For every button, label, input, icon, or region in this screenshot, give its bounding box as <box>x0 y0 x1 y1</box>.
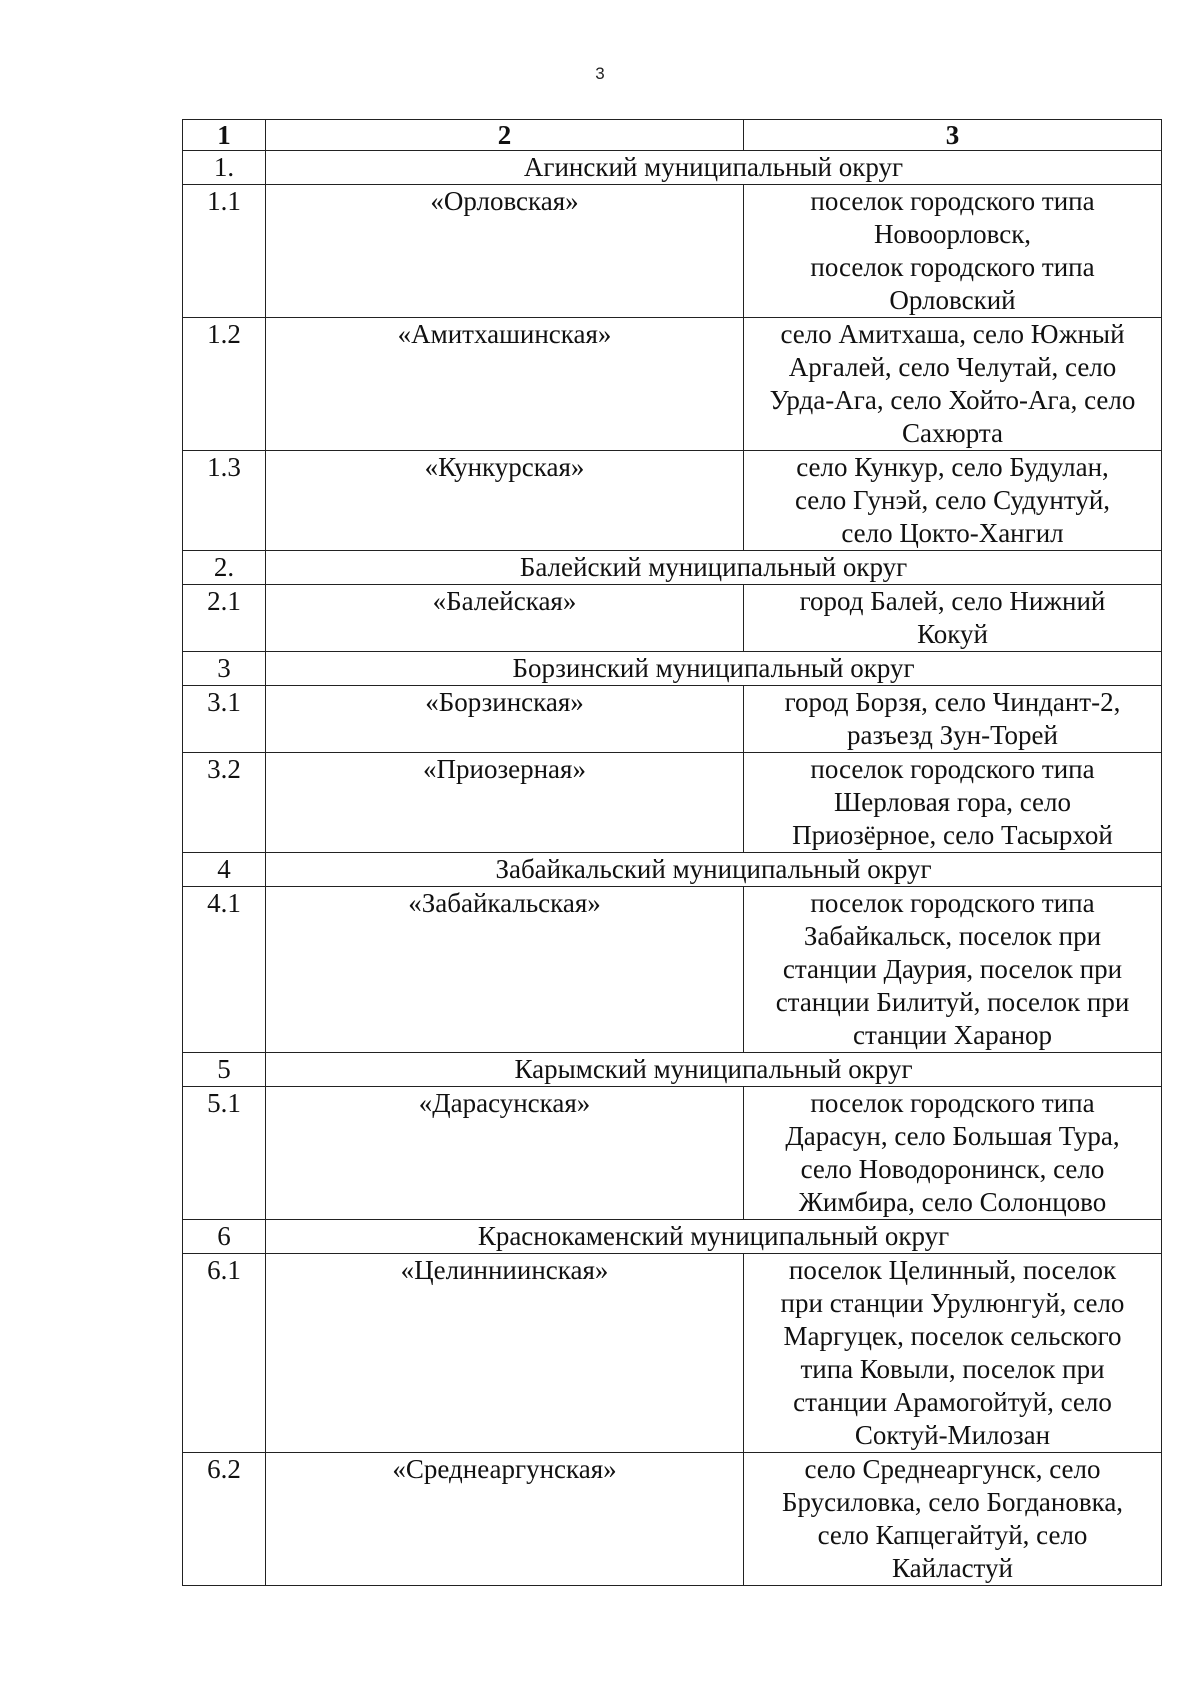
settlement-line: станции Арамогойтуй, село <box>793 1387 1112 1417</box>
area-name: «Целинниинская» <box>266 1254 744 1453</box>
table-row <box>183 451 1162 551</box>
settlement-line: Аргалей, село Челутай, село <box>788 352 1117 382</box>
row-number: 1.1 <box>183 185 266 318</box>
table-row <box>183 887 1162 1053</box>
table-header-row <box>183 120 1162 151</box>
district-row <box>183 652 1162 686</box>
column-header: 3 <box>744 120 1162 151</box>
area-name: «Среднеаргунская» <box>266 1453 744 1586</box>
area-name: «Дарасунская» <box>266 1087 744 1220</box>
district-number: 1. <box>183 151 266 185</box>
settlements-cell <box>744 451 1162 551</box>
area-name: «Борзинская» <box>266 686 744 753</box>
settlements-cell <box>744 887 1162 1053</box>
area-name: «Забайкальская» <box>266 887 744 1053</box>
settlement-line: село Капцегайтуй, село <box>817 1520 1088 1550</box>
settlement-line: поселок Целинный, поселок <box>788 1255 1117 1285</box>
district-number: 4 <box>183 853 266 887</box>
settlements-cell <box>744 1087 1162 1220</box>
settlement-line: Кайластуй <box>892 1553 1013 1583</box>
settlement-line: Новоорловск, <box>873 219 1032 249</box>
district-row <box>183 151 1162 185</box>
settlement-line: Шерловая гора, село <box>833 787 1072 817</box>
settlement-line: Забайкальск, поселок при <box>803 921 1102 951</box>
settlement-line: Жимбира, село Солонцово <box>798 1187 1107 1217</box>
settlement-line: разъезд Зун-Торей <box>847 720 1058 750</box>
table-row <box>183 185 1162 318</box>
area-name: «Балейская» <box>266 585 744 652</box>
area-name: «Амитхашинская» <box>266 318 744 451</box>
district-row <box>183 853 1162 887</box>
page-number: 3 <box>595 64 605 83</box>
settlement-line: станции Билитуй, поселок при <box>775 987 1130 1017</box>
settlement-line: станции Даурия, поселок при <box>782 954 1123 984</box>
table-row <box>183 686 1162 753</box>
settlement-line: село Кункур, село Будулан, <box>796 452 1109 482</box>
district-row <box>183 551 1162 585</box>
district-title: Борзинский муниципальный округ <box>266 652 1162 686</box>
district-title: Балейский муниципальный округ <box>266 551 1162 585</box>
settlement-line: село Гунэй, село Судунтуй, <box>794 485 1111 515</box>
table-row <box>183 1254 1162 1453</box>
settlement-line: Сахюрта <box>902 418 1003 448</box>
settlements-cell <box>744 753 1162 853</box>
row-number: 4.1 <box>183 887 266 1053</box>
settlements-cell <box>744 185 1162 318</box>
table-row <box>183 1453 1162 1586</box>
settlement-line: село Цокто-Хангил <box>841 518 1064 548</box>
settlement-line: Урда-Ага, село Хойто-Ага, село <box>769 385 1136 415</box>
table-row <box>183 585 1162 652</box>
settlement-line: Приозёрное, село Тасырхой <box>792 820 1113 850</box>
settlement-line: Орловский <box>889 285 1016 315</box>
settlement-line: поселок городского типа <box>810 186 1095 216</box>
area-name: «Кункурская» <box>266 451 744 551</box>
district-row <box>183 1053 1162 1087</box>
row-number: 6.1 <box>183 1254 266 1453</box>
settlement-line: город Борзя, село Чиндант-2, <box>784 687 1121 717</box>
settlement-line: Соктуй-Милозан <box>854 1420 1051 1450</box>
settlement-line: село Новодоронинск, село <box>800 1154 1105 1184</box>
district-number: 3 <box>183 652 266 686</box>
settlement-line: Маргуцек, поселок сельского <box>783 1321 1122 1351</box>
district-number: 6 <box>183 1220 266 1254</box>
row-number: 1.3 <box>183 451 266 551</box>
row-number: 1.2 <box>183 318 266 451</box>
column-header: 1 <box>183 120 266 151</box>
area-name: «Орловская» <box>266 185 744 318</box>
settlement-line: станции Харанор <box>852 1020 1053 1050</box>
settlements-cell <box>744 585 1162 652</box>
settlement-line: город Балей, село Нижний <box>799 586 1106 616</box>
settlements-cell <box>744 1453 1162 1586</box>
row-number: 5.1 <box>183 1087 266 1220</box>
settlement-line: Дарасун, село Большая Тура, <box>785 1121 1120 1151</box>
settlement-line: при станции Урулюнгуй, село <box>780 1288 1125 1318</box>
settlement-line: типа Ковыли, поселок при <box>800 1354 1105 1384</box>
settlement-line: поселок городского типа <box>810 1088 1095 1118</box>
settlements-cell <box>744 1254 1162 1453</box>
settlement-line: село Амитхаша, село Южный <box>780 319 1125 349</box>
district-number: 5 <box>183 1053 266 1087</box>
row-number: 2.1 <box>183 585 266 652</box>
table-row <box>183 753 1162 853</box>
settlement-line: Кокуй <box>917 619 988 649</box>
area-name: «Приозерная» <box>266 753 744 853</box>
settlements-cell <box>744 318 1162 451</box>
settlement-line: Брусиловка, село Богдановка, <box>781 1487 1124 1517</box>
district-title: Карымский муниципальный округ <box>266 1053 1162 1087</box>
settlements-table <box>182 119 1162 1586</box>
table-row <box>183 1087 1162 1220</box>
row-number: 6.2 <box>183 1453 266 1586</box>
table-row <box>183 318 1162 451</box>
district-title: Краснокаменский муниципальный округ <box>266 1220 1162 1254</box>
settlement-line: поселок городского типа <box>810 754 1095 784</box>
row-number: 3.1 <box>183 686 266 753</box>
settlements-cell <box>744 686 1162 753</box>
column-header: 2 <box>266 120 744 151</box>
district-row <box>183 1220 1162 1254</box>
settlement-line: поселок городского типа <box>810 252 1095 282</box>
district-title: Агинский муниципальный округ <box>266 151 1162 185</box>
row-number: 3.2 <box>183 753 266 853</box>
district-title: Забайкальский муниципальный округ <box>266 853 1162 887</box>
settlement-line: село Среднеаргунск, село <box>804 1454 1101 1484</box>
settlement-line: поселок городского типа <box>810 888 1095 918</box>
district-number: 2. <box>183 551 266 585</box>
